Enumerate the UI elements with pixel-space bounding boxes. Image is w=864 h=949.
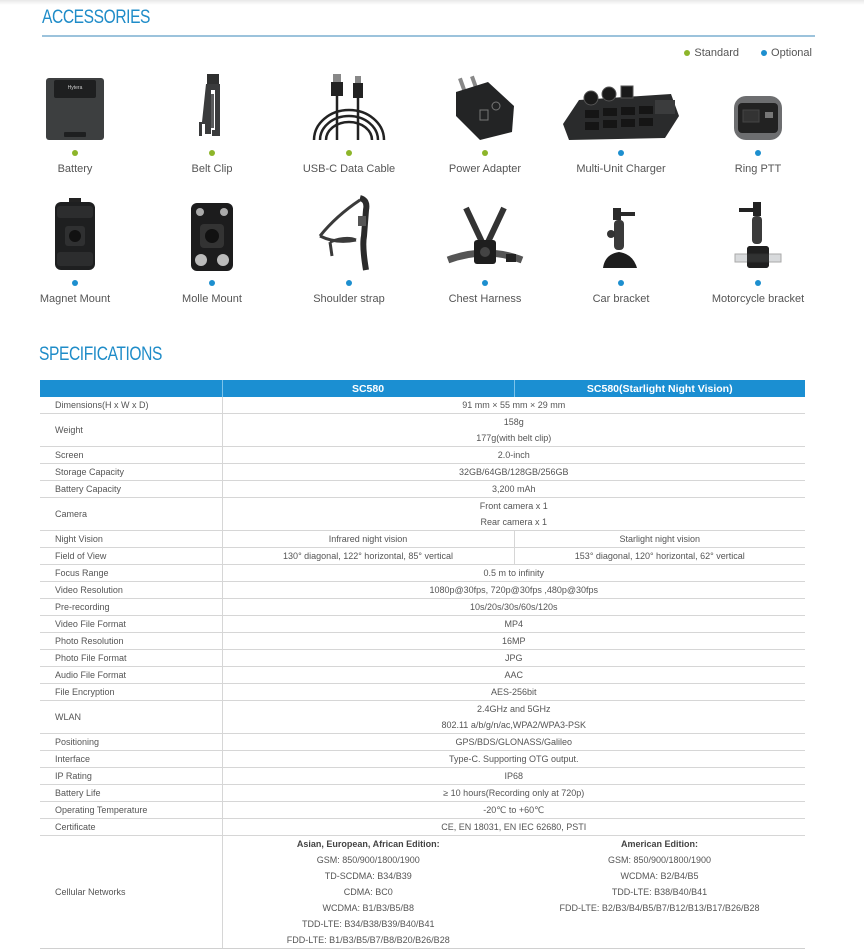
accessory-chest-harness [417, 194, 553, 305]
row-value: AAC [222, 667, 805, 684]
accessory-belt-clip [144, 64, 280, 175]
table-row [40, 701, 805, 734]
table-row [40, 785, 805, 802]
belt-clip-icon [144, 64, 280, 142]
table-row [40, 616, 805, 633]
row-value [222, 414, 805, 447]
table-row [40, 599, 805, 616]
value-line: 2.4GHz and 5GHz [476, 704, 551, 714]
row-value: Type-C. Supporting OTG output. [222, 751, 805, 768]
table-row [40, 667, 805, 684]
edition-title: Asian, European, African Edition: [296, 839, 440, 849]
accessory-power-adapter [417, 64, 553, 175]
table-row [40, 498, 805, 531]
row-label: Photo File Format [40, 650, 222, 667]
band-line: WCDMA: B2/B4/B5 [620, 871, 699, 881]
header-spec [40, 380, 222, 397]
row-value [222, 498, 805, 531]
accessories-title: ACCESSORIES [42, 7, 151, 28]
accessory-label: Multi-Unit Charger [576, 163, 666, 175]
table-row [40, 734, 805, 751]
row-value: ≥ 10 hours(Recording only at 720p) [222, 785, 805, 802]
accessory-usb-cable [281, 64, 417, 175]
table-row [40, 548, 805, 565]
row-value: 91 mm × 55 mm × 29 mm [462, 400, 566, 410]
band-line: WCDMA: B1/B3/B5/B8 [322, 903, 415, 913]
optional-dot-icon [482, 280, 488, 286]
row-value: 3,200 mAh [222, 481, 805, 498]
accessory-label: Chest Harness [448, 293, 522, 305]
power-adapter-icon [417, 64, 553, 142]
row-label: Audio File Format [40, 667, 222, 684]
row-value-sc580: Infrared night vision [222, 531, 514, 548]
band-line: FDD-LTE: B2/B3/B4/B5/B7/B12/B13/B17/B26/B28 [559, 903, 760, 913]
row-label: Battery Capacity [40, 481, 222, 498]
table-row [40, 633, 805, 650]
accessory-label: Power Adapter [448, 163, 522, 175]
band-line: TDD-LTE: B38/B40/B41 [611, 887, 708, 897]
optional-dot-icon [755, 150, 761, 156]
standard-dot-icon [346, 150, 352, 156]
accessory-motorcycle-bracket [690, 194, 826, 305]
specifications-title: SPECIFICATIONS [39, 344, 162, 365]
accessory-ring-ptt [690, 64, 826, 175]
row-label: Video Resolution [40, 582, 222, 599]
table-row [40, 819, 805, 836]
table-row [40, 751, 805, 768]
row-label: Focus Range [40, 565, 222, 582]
table-row [40, 414, 805, 447]
multi-unit-charger-icon [553, 64, 689, 142]
accessory-label: Motorcycle bracket [711, 293, 805, 305]
accessory-molle-mount [144, 194, 280, 305]
table-row-cellular [40, 836, 805, 949]
row-label: Camera [40, 498, 222, 531]
value-line: Front camera x 1 [479, 501, 548, 511]
ring-ptt-icon [690, 64, 826, 142]
row-value-starlight: Starlight night vision [514, 531, 805, 548]
row-label: Certificate [40, 819, 222, 836]
standard-dot-icon [72, 150, 78, 156]
value-line: 158g [503, 417, 524, 427]
table-row [40, 447, 805, 464]
row-value: GPS/BDS/GLONASS/Galileo [222, 734, 805, 751]
accessory-label: Belt Clip [191, 163, 233, 175]
row-value: 1080p@30fps, 720p@30fps ,480p@30fps [222, 582, 805, 599]
row-label: Dimensions(H x W x D) [40, 397, 222, 414]
row-value: JPG [222, 650, 805, 667]
motorcycle-bracket-icon [690, 194, 826, 272]
chest-harness-icon [417, 194, 553, 272]
row-label: Operating Temperature [40, 802, 222, 819]
table-row [40, 684, 805, 701]
band-line: TD-SCDMA: B34/B39 [324, 871, 412, 881]
optional-dot-icon [72, 280, 78, 286]
cellular-american-edition [514, 836, 805, 949]
accessory-shoulder-strap [281, 194, 417, 305]
row-value: 32GB/64GB/128GB/256GB [222, 464, 805, 481]
table-row [40, 565, 805, 582]
band-line: GSM: 850/900/1800/1900 [607, 855, 712, 865]
band-line: CDMA: BC0 [343, 887, 393, 897]
table-row [40, 481, 805, 498]
optional-dot-icon [618, 150, 624, 156]
row-label: Video File Format [40, 616, 222, 633]
band-line: FDD-LTE: B1/B3/B5/B7/B8/B20/B26/B28 [286, 935, 450, 945]
row-value: MP4 [222, 616, 805, 633]
accessory-label: USB-C Data Cable [302, 163, 396, 175]
row-label: File Encryption [40, 684, 222, 701]
value-line: 802.11 a/b/g/n/ac,WPA2/WPA3-PSK [441, 720, 587, 730]
row-label: Positioning [40, 734, 222, 751]
standard-dot-icon [684, 50, 690, 56]
magnet-mount-icon [7, 194, 143, 272]
optional-dot-icon [209, 280, 215, 286]
standard-dot-icon [482, 150, 488, 156]
legend-standard [684, 47, 739, 59]
table-row [40, 582, 805, 599]
legend-optional-label: Optional [771, 47, 812, 59]
accessory-label: Car bracket [592, 293, 650, 305]
value-line: Rear camera x 1 [480, 517, 548, 527]
row-label: Photo Resolution [40, 633, 222, 650]
row-label: Battery Life [40, 785, 222, 802]
legend-standard-label: Standard [694, 47, 740, 59]
optional-dot-icon [755, 280, 761, 286]
row-value: 2.0-inch [222, 447, 805, 464]
row-value [222, 701, 805, 734]
edition-title: American Edition: [620, 839, 698, 849]
row-label: Cellular Networks [40, 836, 222, 949]
accessory-label: Ring PTT [734, 163, 782, 175]
row-label: Night Vision [40, 531, 222, 548]
row-value-sc580: 130° diagonal, 122° horizontal, 85° vertical [222, 548, 514, 565]
molle-mount-icon [144, 194, 280, 272]
accessory-label: Battery [57, 163, 93, 175]
car-bracket-icon [553, 194, 689, 272]
accessory-multi-unit-charger [553, 64, 689, 175]
band-line: TDD-LTE: B34/B38/B39/B40/B41 [302, 919, 435, 929]
row-value: 10s/20s/30s/60s/120s [222, 599, 805, 616]
row-label: Screen [40, 447, 222, 464]
row-label: Interface [40, 751, 222, 768]
table-header-row [40, 380, 805, 397]
row-label: Storage Capacity [40, 464, 222, 481]
accessory-label: Magnet Mount [39, 293, 111, 305]
table-row [40, 531, 805, 548]
header-sc580-starlight: SC580(Starlight Night Vision) [514, 380, 805, 397]
optional-dot-icon [761, 50, 767, 56]
table-row [40, 464, 805, 481]
row-value: IP68 [222, 768, 805, 785]
cellular-aea-edition [222, 836, 514, 949]
accessory-magnet-mount [7, 194, 143, 305]
row-value: 16MP [222, 633, 805, 650]
row-label: IP Rating [40, 768, 222, 785]
row-label: Field of View [40, 548, 222, 565]
table-row [40, 802, 805, 819]
top-strip [0, 0, 864, 5]
accessory-car-bracket [553, 194, 689, 305]
optional-dot-icon [618, 280, 624, 286]
band-line: GSM: 850/900/1800/1900 [316, 855, 420, 865]
row-label: WLAN [40, 701, 222, 734]
specifications-table [40, 380, 805, 949]
table-row [40, 768, 805, 785]
table-row [40, 397, 805, 414]
row-value: -20℃ to +60℃ [222, 802, 805, 819]
row-label: Weight [40, 414, 222, 447]
standard-dot-icon [209, 150, 215, 156]
legend [684, 47, 812, 59]
row-value: AES-256bit [222, 684, 805, 701]
usb-cable-icon [281, 64, 417, 142]
accessory-label: Shoulder strap [313, 293, 385, 305]
legend-optional [761, 47, 812, 59]
title-divider [42, 35, 815, 37]
row-value: 0.5 m to infinity [222, 565, 805, 582]
accessory-label: Molle Mount [182, 293, 242, 305]
battery-icon [7, 64, 143, 142]
row-label: Pre-recording [40, 599, 222, 616]
shoulder-strap-icon [281, 194, 417, 272]
table-row [40, 650, 805, 667]
accessory-battery [7, 64, 143, 175]
row-value: CE, EN 18031, EN IEC 62680, PSTI [222, 819, 805, 836]
value-line: 177g(with belt clip) [476, 433, 552, 443]
header-sc580: SC580 [222, 380, 514, 397]
row-value-starlight: 153° diagonal, 120° horizontal, 62° vertical [514, 548, 805, 565]
optional-dot-icon [346, 280, 352, 286]
svg-text:Hytera: Hytera [67, 85, 83, 91]
